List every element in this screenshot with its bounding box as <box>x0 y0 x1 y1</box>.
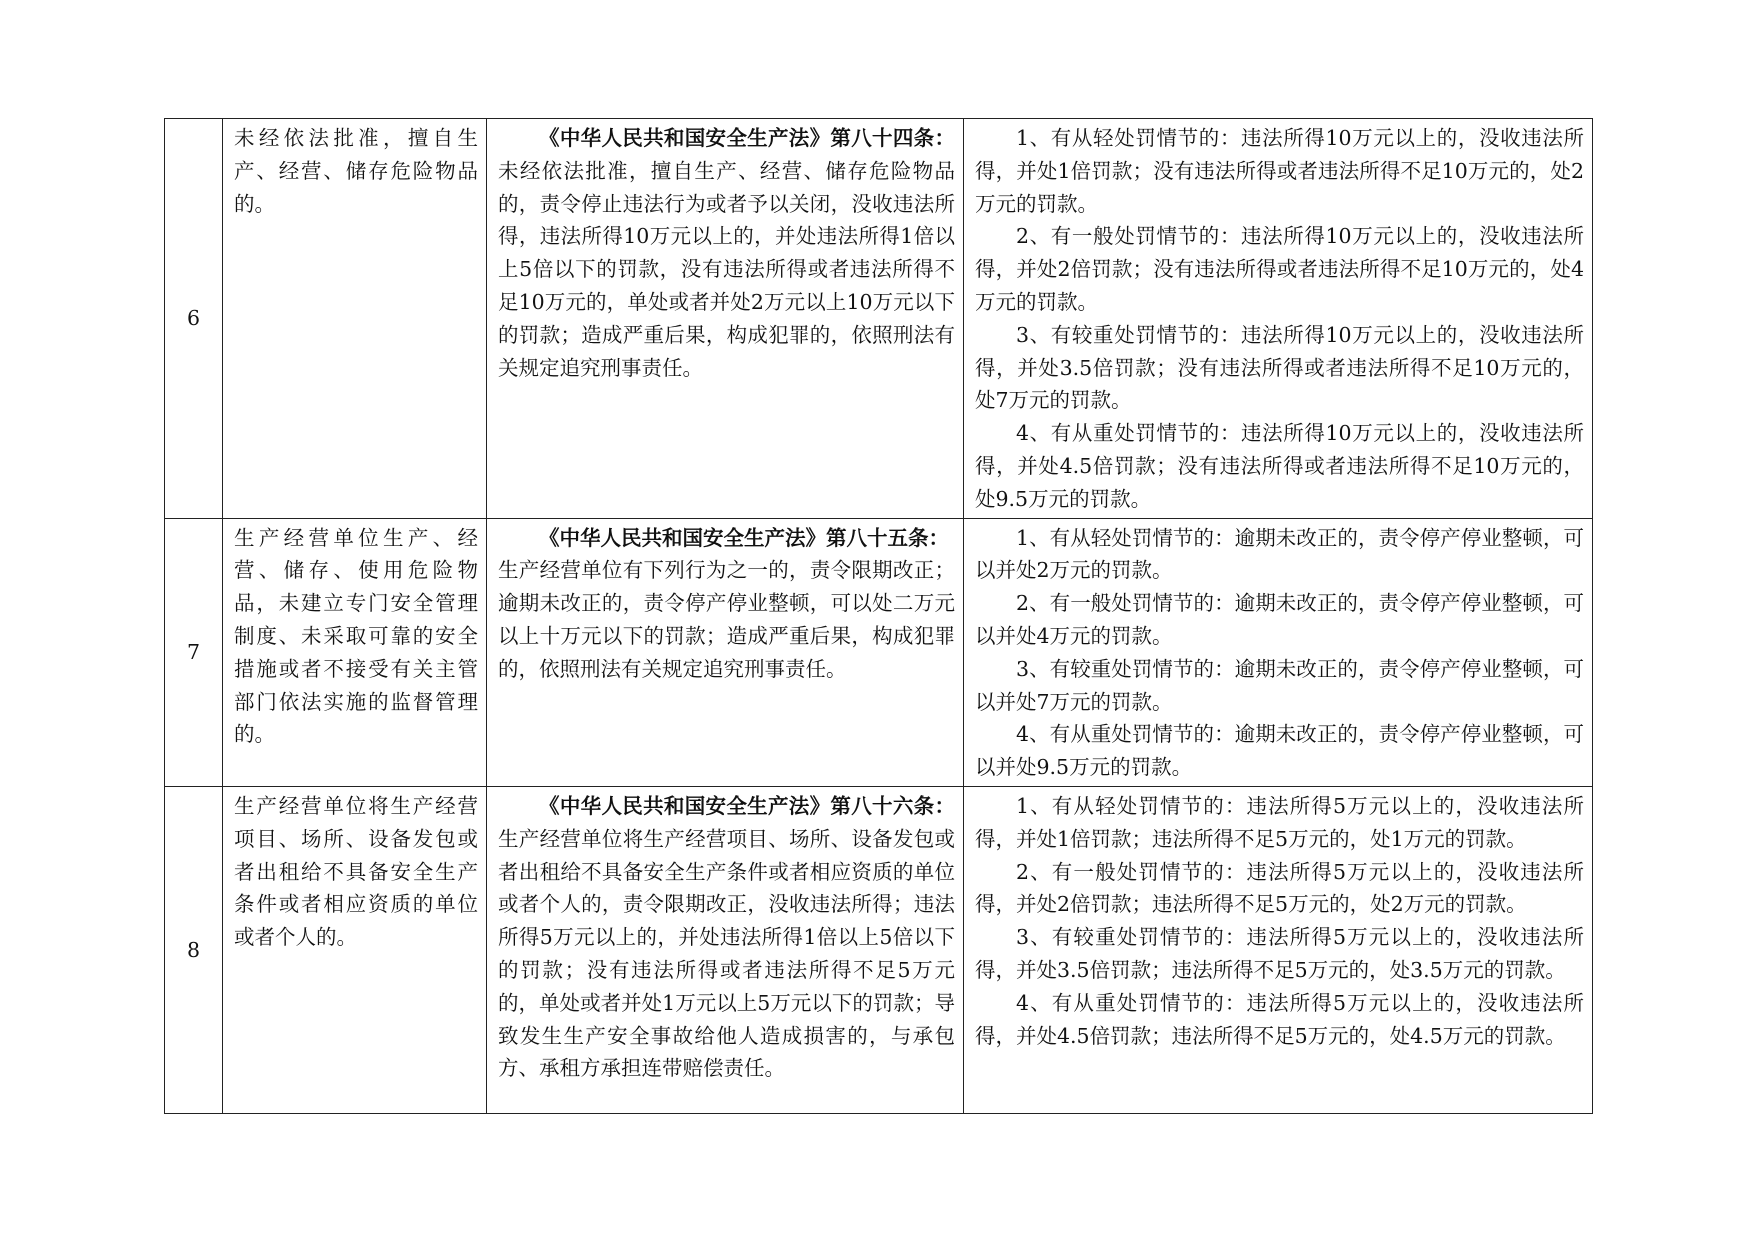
penalty-level-item: 1、有从轻处罚情节的：违法所得5万元以上的，没收违法所得，并处1倍罚款；违法所得不足5万元的，处1万元的罚款。 <box>975 793 1584 851</box>
row-number: 8 <box>165 786 223 1113</box>
penalty-level-item: 4、有从重处罚情节的：逾期未改正的，责令停产停业整顿，可以并处9.5万元的罚款。 <box>975 722 1584 780</box>
penalty-standards <box>964 119 1593 519</box>
violation-description: 生产经营单位将生产经营项目、场所、设备发包或者出租给不具备安全生产条件或者相应资质的单位或者个人的。 <box>223 786 487 1113</box>
penalty-standards <box>964 786 1593 1113</box>
penalty-level-item: 1、有从轻处罚情节的：逾期未改正的，责令停产停业整顿，可以并处2万元的罚款。 <box>975 525 1584 583</box>
legal-basis <box>487 786 964 1113</box>
legal-basis <box>487 518 964 786</box>
penalty-table <box>164 118 1593 1114</box>
table-row <box>165 518 1593 786</box>
violation-description: 未经依法批准，擅自生产、经营、储存危险物品的。 <box>223 119 487 519</box>
penalty-level-item: 4、有从重处罚情节的：违法所得5万元以上的，没收违法所得，并处4.5倍罚款；违法所得不足5万元的，处4.5万元的罚款。 <box>975 990 1584 1048</box>
law-article-title: 《中华人民共和国安全生产法》第八十五条： <box>539 525 949 550</box>
law-article-text: 未经依法批准，擅自生产、经营、储存危险物品的，责令停止违法行为或者予以关闭，没收违法所得，违法所得10万元以上的，并处违法所得1倍以上5倍以下的罚款，没有违法所得或者违法所得不足10万元的，单处或者并处2万元以上10万元以下的罚款；造成严重后果，构成犯罪的，依照刑法有关规定追究刑事责任。 <box>498 158 955 380</box>
violation-description: 生产经营单位生产、经营、储存、使用危险物品，未建立专门安全管理制度、未采取可靠的安全措施或者不接受有关主管部门依法实施的监督管理的。 <box>223 518 487 786</box>
law-article-text: 生产经营单位将生产经营项目、场所、设备发包或者出租给不具备安全生产条件或者相应资质的单位或者个人的，责令限期改正，没收违法所得；违法所得5万元以上的，并处违法所得1倍以上5倍以下的罚款；没有违法所得或者违法所得不足5万元的，单处或者并处1万元以上5万元以下的罚款；导致发生生产安全事故给他人造成损害的，与承包方、承租方承担连带赔偿责任。 <box>498 826 955 1081</box>
legal-basis <box>487 119 964 519</box>
law-article-text: 生产经营单位有下列行为之一的，责令限期改正；逾期未改正的，责令停产停业整顿，可以处二万元以上十万元以下的罚款；造成严重后果，构成犯罪的，依照刑法有关规定追究刑事责任。 <box>498 558 955 681</box>
penalty-standards <box>964 518 1593 786</box>
penalty-level-item: 3、有较重处罚情节的：逾期未改正的，责令停产停业整顿，可以并处7万元的罚款。 <box>975 656 1584 714</box>
penalty-level-item: 2、有一般处罚情节的：逾期未改正的，责令停产停业整顿，可以并处4万元的罚款。 <box>975 591 1584 648</box>
law-article-title: 《中华人民共和国安全生产法》第八十六条： <box>539 793 955 818</box>
row-number: 7 <box>165 518 223 786</box>
table-row <box>165 119 1593 519</box>
penalty-level-item: 1、有从轻处罚情节的：违法所得10万元以上的，没收违法所得，并处1倍罚款；没有违法所得或者违法所得不足10万元的，处2万元的罚款。 <box>975 126 1584 216</box>
penalty-level-item: 2、有一般处罚情节的：违法所得5万元以上的，没收违法所得，并处2倍罚款；违法所得不足5万元的，处2万元的罚款。 <box>975 859 1584 917</box>
penalty-level-item: 3、有较重处罚情节的：违法所得10万元以上的，没收违法所得，并处3.5倍罚款；没有违法所得或者违法所得不足10万元的，处7万元的罚款。 <box>975 322 1584 413</box>
penalty-level-item: 3、有较重处罚情节的：违法所得5万元以上的，没收违法所得，并处3.5倍罚款；违法所得不足5万元的，处3.5万元的罚款。 <box>975 925 1584 982</box>
table-row <box>165 786 1593 1113</box>
penalty-level-item: 2、有一般处罚情节的：违法所得10万元以上的，没收违法所得，并处2倍罚款；没有违法所得或者违法所得不足10万元的，处4万元的罚款。 <box>975 224 1584 314</box>
penalty-level-item: 4、有从重处罚情节的：违法所得10万元以上的，没收违法所得，并处4.5倍罚款；没有违法所得或者违法所得不足10万元的，处9.5万元的罚款。 <box>975 421 1584 511</box>
law-article-title: 《中华人民共和国安全生产法》第八十四条： <box>539 126 955 150</box>
row-number: 6 <box>165 119 223 519</box>
